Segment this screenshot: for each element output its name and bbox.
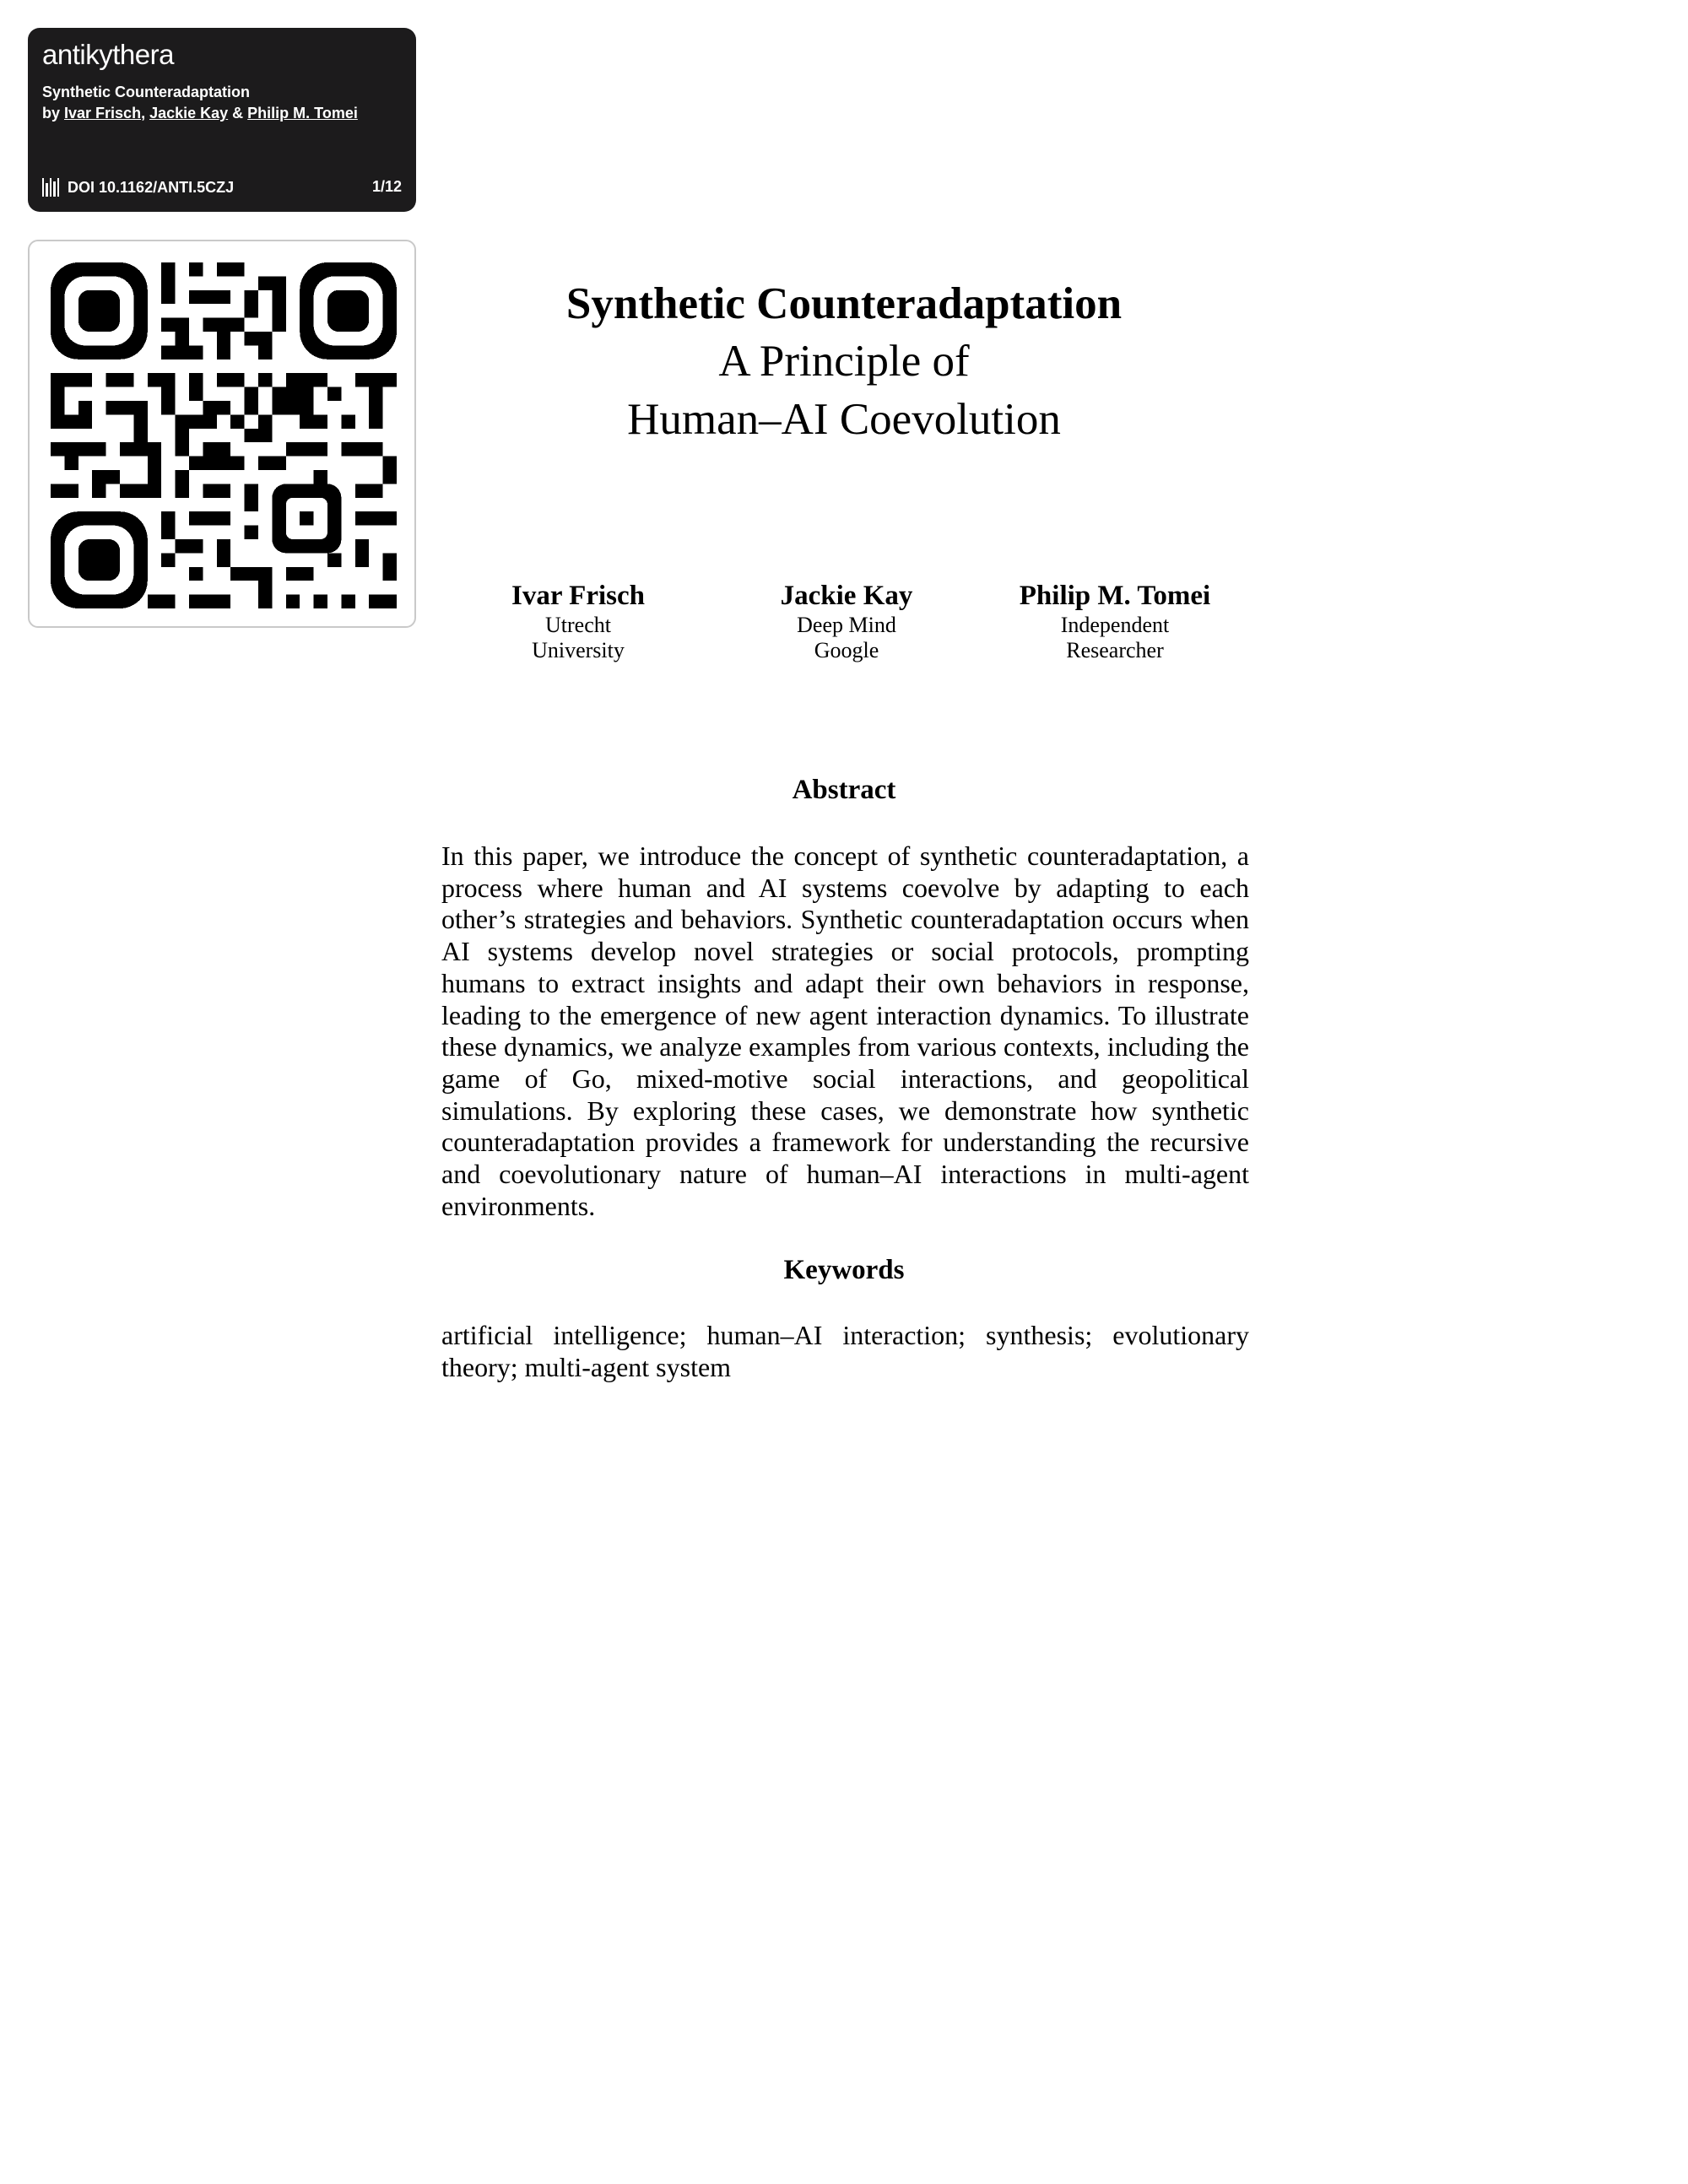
keywords-heading: Keywords xyxy=(783,1255,905,1285)
abstract-heading: Abstract xyxy=(792,775,896,805)
author-name: Ivar Frisch xyxy=(511,581,645,611)
keywords-text: artificial intelligence; human–AI interaction; synthesis; evolutionary theory; multi-agent system xyxy=(441,1320,1249,1382)
qr-card[interactable] xyxy=(28,240,416,628)
doi-link[interactable] xyxy=(42,178,234,197)
author-affiliation-line1: Utrecht xyxy=(545,613,611,637)
author-affiliation-line1: Independent xyxy=(1060,613,1170,637)
author-block-kay xyxy=(711,579,982,663)
author-affiliation-line2: Researcher xyxy=(1066,638,1164,662)
paper-subtitle-line1: A Principle of xyxy=(718,337,970,386)
byline-prefix: by xyxy=(42,105,65,122)
byline-separator: , xyxy=(141,105,150,122)
barcode-icon xyxy=(42,178,61,197)
author-block-frisch xyxy=(443,579,713,663)
author-name: Philip M. Tomei xyxy=(1019,581,1211,611)
author-name: Jackie Kay xyxy=(780,581,913,611)
paper-subtitle-line2: Human–AI Coevolution xyxy=(627,395,1061,444)
author-link-kay[interactable]: Jackie Kay xyxy=(149,105,229,122)
card-byline xyxy=(42,105,358,122)
card-title: Synthetic Counteradaptation xyxy=(42,84,251,100)
page-indicator: 1/12 xyxy=(371,178,402,195)
brand-logo: antikythera xyxy=(42,39,174,70)
author-affiliation-line2: Google xyxy=(814,638,879,662)
header-card xyxy=(28,28,416,212)
author-link-frisch[interactable]: Ivar Frisch xyxy=(64,105,142,122)
abstract-text: In this paper, we introduce the concept of synthetic counteradaptation, a process where human and AI systems coevolve by adapting to each other’s strategies and behaviors. Synthetic counteradaptation occurs when AI systems develop novel strategies or social protocols, prompting humans to extract insights and adapt their own behaviors in response, leading to the emergence of new agent interaction dynamics. To illustrate these dynamics, we analyze examples from various contexts, including the game of Go, mixed-motive social interactions, and geopolitical simulations. By exploring these cases, we demonstrate how synthetic counteradaptation provides a framework for understanding the recursive and coevolutionary nature of human–AI interactions in multi-agent environments. xyxy=(441,841,1249,1221)
author-affiliation-line1: Deep Mind xyxy=(797,613,896,637)
author-affiliation-line2: University xyxy=(532,638,625,662)
qr-code-icon xyxy=(51,262,397,608)
author-block-tomei xyxy=(980,579,1250,663)
byline-ampersand: & xyxy=(228,105,248,122)
doi-text: DOI 10.1162/ANTI.5CZJ xyxy=(68,178,235,196)
author-link-tomei[interactable]: Philip M. Tomei xyxy=(247,105,358,122)
paper-title: Synthetic Counteradaptation xyxy=(565,279,1123,328)
